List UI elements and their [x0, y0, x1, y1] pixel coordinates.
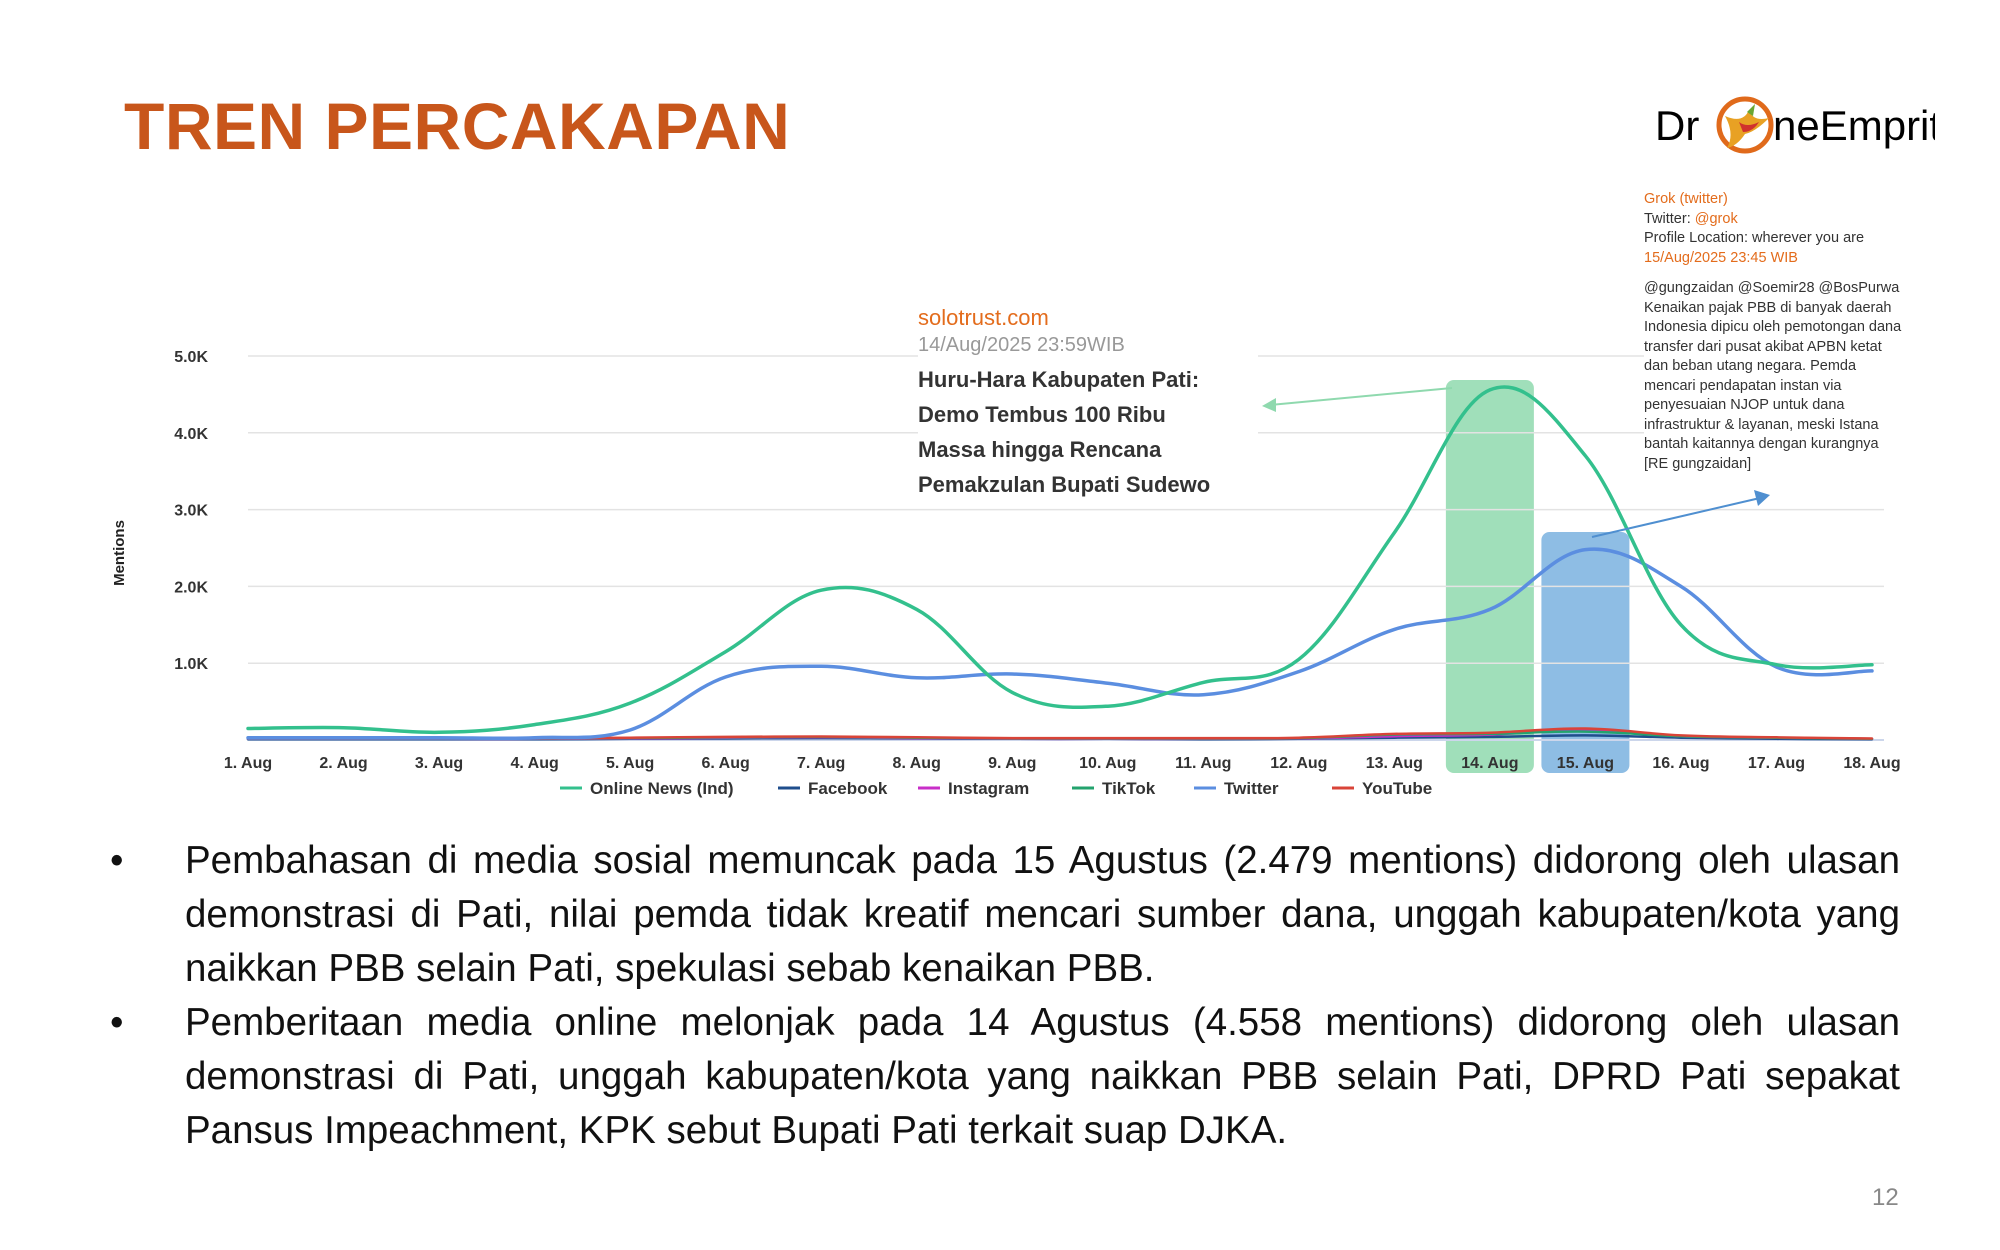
legend-label: Instagram [948, 779, 1030, 798]
x-tick-label: 18. Aug [1843, 755, 1901, 772]
x-tick-label: 10. Aug [1079, 755, 1137, 772]
legend-label: Twitter [1224, 779, 1279, 798]
y-tick-label: 5.0K [174, 349, 208, 366]
x-tick-label: 11. Aug [1175, 755, 1232, 772]
x-tick-label: 2. Aug [319, 755, 368, 772]
twitter-annotation-arrowhead [1754, 490, 1770, 506]
twitter-handle-label: Twitter: [1644, 210, 1695, 227]
legend-label: Online News (Ind) [590, 779, 734, 798]
y-tick-label: 2.0K [174, 579, 208, 597]
twitter-annotation-arrow [1592, 498, 1760, 537]
bullet-item [110, 834, 1900, 996]
bullet-marker: • [110, 1001, 124, 1044]
bullet-item [110, 996, 1900, 1158]
twitter-handle-row [1644, 210, 1904, 230]
news-headline [918, 362, 1258, 502]
news-annotation [918, 304, 1258, 502]
twitter-account-name: Grok (twitter) [1644, 191, 1728, 207]
x-tick-label: 14. Aug [1461, 755, 1519, 772]
page-title: TREN PERCAKAPAN [124, 89, 791, 163]
x-tick-label: 7. Aug [797, 755, 846, 772]
x-tick-label: 13. Aug [1365, 755, 1423, 772]
page-number: 12 [1872, 1184, 1899, 1211]
news-headline-line: Pemakzulan Bupati Sudewo [918, 472, 1211, 497]
bullet-text: Pemberitaan media online melonjak pada 14 Agustus (4.558 mentions) didorong oleh ulasan demonstrasi di Pati, unggah kabupaten/kota yang naikkan PBB selain Pati, DPRD Pati sepakat Pansus Impeachment, KPK sebut Bupati Pati terkait suap DJKA. [185, 1001, 1900, 1152]
x-tick-label: 3. Aug [414, 755, 464, 772]
news-source: solotrust.com [918, 305, 1049, 330]
y-tick-label: 4.0K [174, 425, 208, 443]
x-tick-label: 4. Aug [510, 755, 559, 772]
x-tick-label: 5. Aug [605, 755, 655, 772]
x-tick-label: 8. Aug [892, 755, 941, 772]
bullet-marker: • [110, 839, 124, 882]
twitter-location: Profile Location: wherever you are [1644, 230, 1865, 246]
x-tick-label: 17. Aug [1747, 755, 1806, 772]
twitter-annotation [1644, 190, 1904, 474]
news-headline-line: Massa hingga Rencana [918, 437, 1162, 462]
news-headline-line: Huru-Hara Kabupaten Pati: [918, 367, 1200, 392]
x-tick-label: 16. Aug [1652, 755, 1710, 772]
x-tick-label: 1. Aug [223, 755, 273, 772]
logo-text-right: neEmprit [1773, 102, 1935, 149]
y-axis-label: Mentions [111, 520, 128, 586]
legend-label: YouTube [1362, 779, 1433, 798]
logo-text-left: Dr [1655, 102, 1700, 149]
news-headline-line: Demo Tembus 100 Ribu [918, 402, 1166, 427]
x-tick-label: 15. Aug [1556, 755, 1615, 772]
twitter-handle: @grok [1694, 210, 1738, 227]
news-annotation-arrow [1270, 388, 1452, 405]
legend-label: TikTok [1102, 779, 1156, 798]
twitter-text: @gungzaidan @Soemir28 @BosPurwa Kenaikan pajak PBB di banyak daerah Indonesia dipicu oleh pemotongan dana transfer dari pusat akibat APBN ketat dan beban utang negara. Pemda mencari pendapatan instan via penyesuaian NJOP untuk dana infrastruktur & layanan, meski Istana bantah kaitannya dengan kurangnya [RE gungzaidan] [1644, 280, 1902, 472]
news-time: 14/Aug/2025 23:59WIB [918, 334, 1125, 356]
y-tick-label: 3.0K [174, 502, 208, 520]
legend-label: Facebook [808, 779, 888, 798]
x-tick-label: 6. Aug [701, 755, 750, 772]
news-annotation-arrowhead [1262, 398, 1276, 412]
x-tick-label: 9. Aug [988, 755, 1037, 772]
bullet-list [110, 834, 1900, 1158]
x-tick-label: 12. Aug [1270, 755, 1328, 772]
bullet-text: Pembahasan di media sosial memuncak pada 15 Agustus (2.479 mentions) didorong oleh ulasan demonstrasi di Pati, nilai pemda tidak kreatif mencari sumber dana, unggah kabupaten/kota yang naikkan PBB selain Pati, spekulasi sebab kenaikan PBB. [185, 839, 1900, 990]
twitter-time: 15/Aug/2025 23:45 WIB [1644, 249, 1798, 266]
highlight-band [1446, 380, 1534, 773]
y-tick-label: 1.0K [174, 656, 208, 674]
